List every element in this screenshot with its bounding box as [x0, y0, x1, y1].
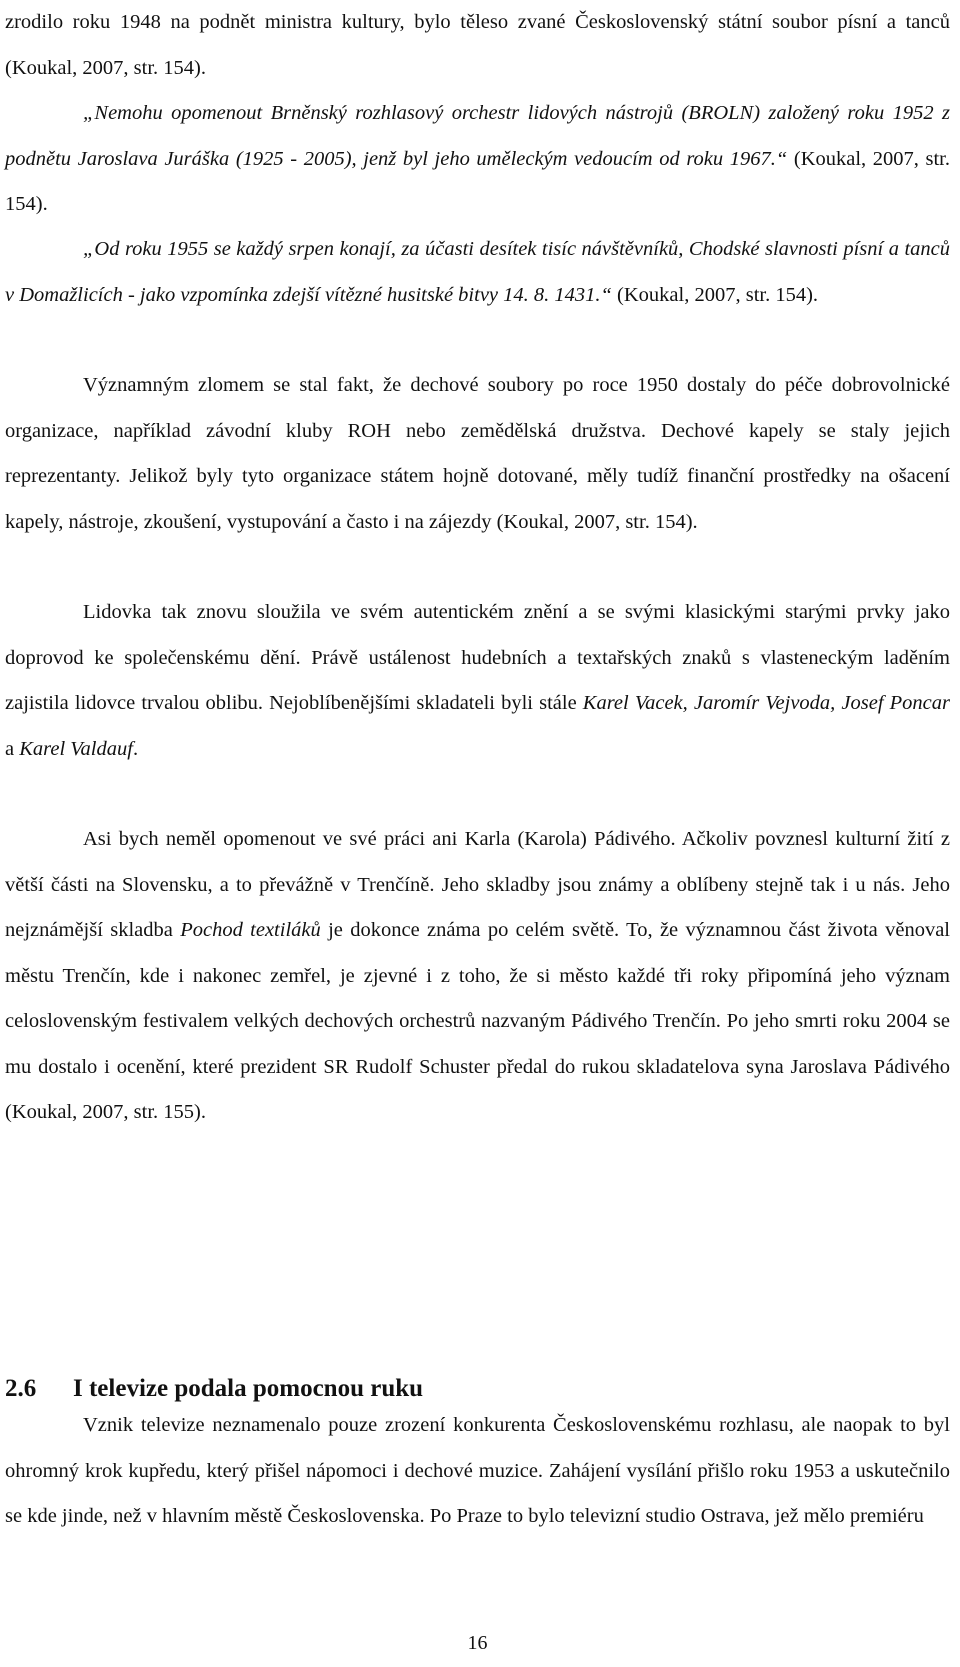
quote-text: „Od roku 1955 se každý srpen konají, za účasti desítek tisíc návštěvníků, Chodské slavnosti písní a tanců v Domažlicích - jako vzpomínka zdejší vítězné husitské bitvy 14. 8. 1431.“ — [5, 238, 950, 306]
paragraph-quote-chodske-slavnosti — [5, 227, 950, 318]
paragraph-padivy — [5, 817, 950, 1136]
composer-names: Karel Vacek, Jaromír Vejvoda, Josef Poncar — [582, 692, 951, 714]
composer-name-last: Karel Valdauf — [19, 737, 133, 760]
body-text: Lidovka tak znovu sloužila ve svém autentickém znění a se svými klasickými starými prvky jako doprovod ke společenskému dění. Právě ustálenost hudebních a textařských znaků s vlasteneckým laděním zajistila lidovce trvalou oblibu. Nejoblíbenějšími skladateli byli stále — [5, 601, 950, 714]
section-title: I televize podala pomocnou ruku — [73, 1375, 424, 1402]
page-number: 16 — [467, 1632, 488, 1654]
body-text: Asi bych neměl opomenout ve své práci ani Karla (Karola) Pádivého. Ačkoliv povznesl kulturní žití z větší části na Slovensku, a to převážně v Trenčíně. Jeho skladby jsou známy a oblíbeny stejně tak i u nás. Jeho nejznámější skladba — [5, 828, 950, 941]
section-heading — [5, 1375, 423, 1403]
paragraph-lidovka — [5, 590, 950, 772]
document-page — [5, 0, 950, 1667]
section-number: 2.6 — [5, 1375, 37, 1402]
citation: (Koukal, 2007, str. 154). — [5, 147, 950, 215]
citation: (Koukal, 2007, str. 154). — [611, 283, 819, 306]
conjunction: a — [5, 737, 20, 760]
paragraph-quote-broln — [5, 91, 950, 228]
composition-title: Pochod textiláků — [180, 919, 321, 941]
paragraph-continuation: zrodilo roku 1948 na podnět ministra kultury, bylo těleso zvané Československý státní soubor písní a tanců (Koukal, 2007, str. 154). — [5, 11, 950, 79]
paragraph-dechove-soubory: Významným zlomem se stal fakt, že dechové soubory po roce 1950 dostaly do péče dobrovolnické organizace, například závodní kluby ROH nebo zemědělská družstva. Dechové kapely se staly jejich reprezentanty. Jelikož byly tyto organizace státem hojně dotované, měly tudíž finanční prostředky na ošacení kapely, nástroje, zkoušení, vystupování a často i na zájezdy (Koukal, 2007, str. 154). — [5, 374, 950, 533]
period: . — [132, 737, 139, 760]
paragraph-televize: Vznik televize neznamenalo pouze zrození konkurenta Československému rozhlasu, ale naopak to byl ohromný krok kupředu, který přišel nápomoci i dechové muzice. Zahájení vysílání přišlo roku 1953 a uskutečnilo se kde jinde, než v hlavním městě Československa. Po Praze to bylo televizní studio Ostrava, jež mělo premiéru — [5, 1414, 950, 1527]
quote-text: „Nemohu opomenout Brněnský rozhlasový orchestr lidových nástrojů (BROLN) založený roku 1952 z podnětu Jaroslava Juráška (1925 - 2005), jenž byl jeho uměleckým vedoucím od roku 1967.“ — [5, 102, 950, 170]
body-text-after: je dokonce známa po celém světě. To, že významnou část života věnoval městu Trenčín, kde i nakonec zemřel, je zjevné i z toho, že si město každé tři roky připomíná jeho význam celoslovenským festivalem velkých dechových orchestrů nazvaným Pádivého Trenčín. Po jeho smrti roku 2004 se mu dostalo i ocenění, které prezident SR Rudolf Schuster předal do rukou skladatelova syna Jaroslava Pádivého (Koukal, 2007, str. 155). — [5, 919, 950, 1123]
